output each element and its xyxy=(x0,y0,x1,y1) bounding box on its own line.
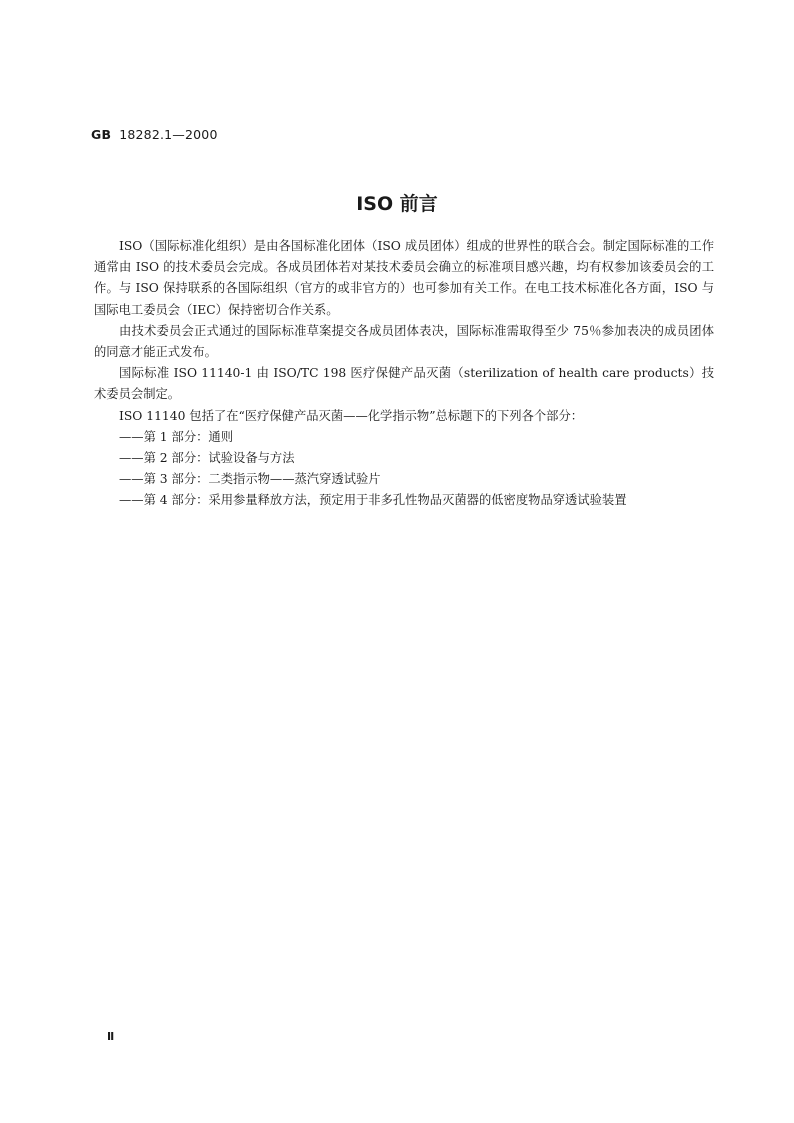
paragraph: ISO 11140 包括了在“医疗保健产品灭菌——化学指示物”总标题下的下列各个部分： xyxy=(119,408,584,423)
list-item: ——第 3 部分：二类指示物——蒸汽穿透试验片 xyxy=(119,472,381,487)
body-text xyxy=(94,236,714,512)
list-item: ——第 1 部分：通则 xyxy=(119,429,234,444)
list-item: ——第 2 部分：试验设备与方法 xyxy=(119,451,295,466)
document-header xyxy=(91,127,218,142)
list-item: ——第 4 部分：采用参量释放方法，预定用于非多孔性物品灭菌器的低密度物品穿透试验装置 xyxy=(119,493,627,508)
page-number: Ⅱ xyxy=(107,1030,115,1043)
standard-code: GB xyxy=(91,127,112,142)
page-title: ISO 前言 xyxy=(356,193,438,215)
paragraph: ISO（国际标准化组织）是由各国标准化团体（ISO 成员团体）组成的世界性的联合会。制定国际标准的工作通常由 ISO 的技术委员会完成。各成员团体若对某技术委员会确立的标准项目感兴趣，均有权参加该委员会的工作。与 ISO 保持联系的各国际组织（官方的或非官方的）也可参加有关工作。在电工技术标准化各方面，ISO 与国际电工委员会（IEC）保持密切合作关系。 xyxy=(94,239,714,317)
standard-number: 18282.1—2000 xyxy=(119,127,218,142)
paragraph: 由技术委员会正式通过的国际标准草案提交各成员团体表决，国际标准需取得至少 75％参加表决的成员团体的同意才能正式发布。 xyxy=(94,323,714,360)
paragraph: 国际标准 ISO 11140-1 由 ISO/TC 198 医疗保健产品灭菌（sterilization of health care products）技术委员会制定。 xyxy=(94,366,714,402)
